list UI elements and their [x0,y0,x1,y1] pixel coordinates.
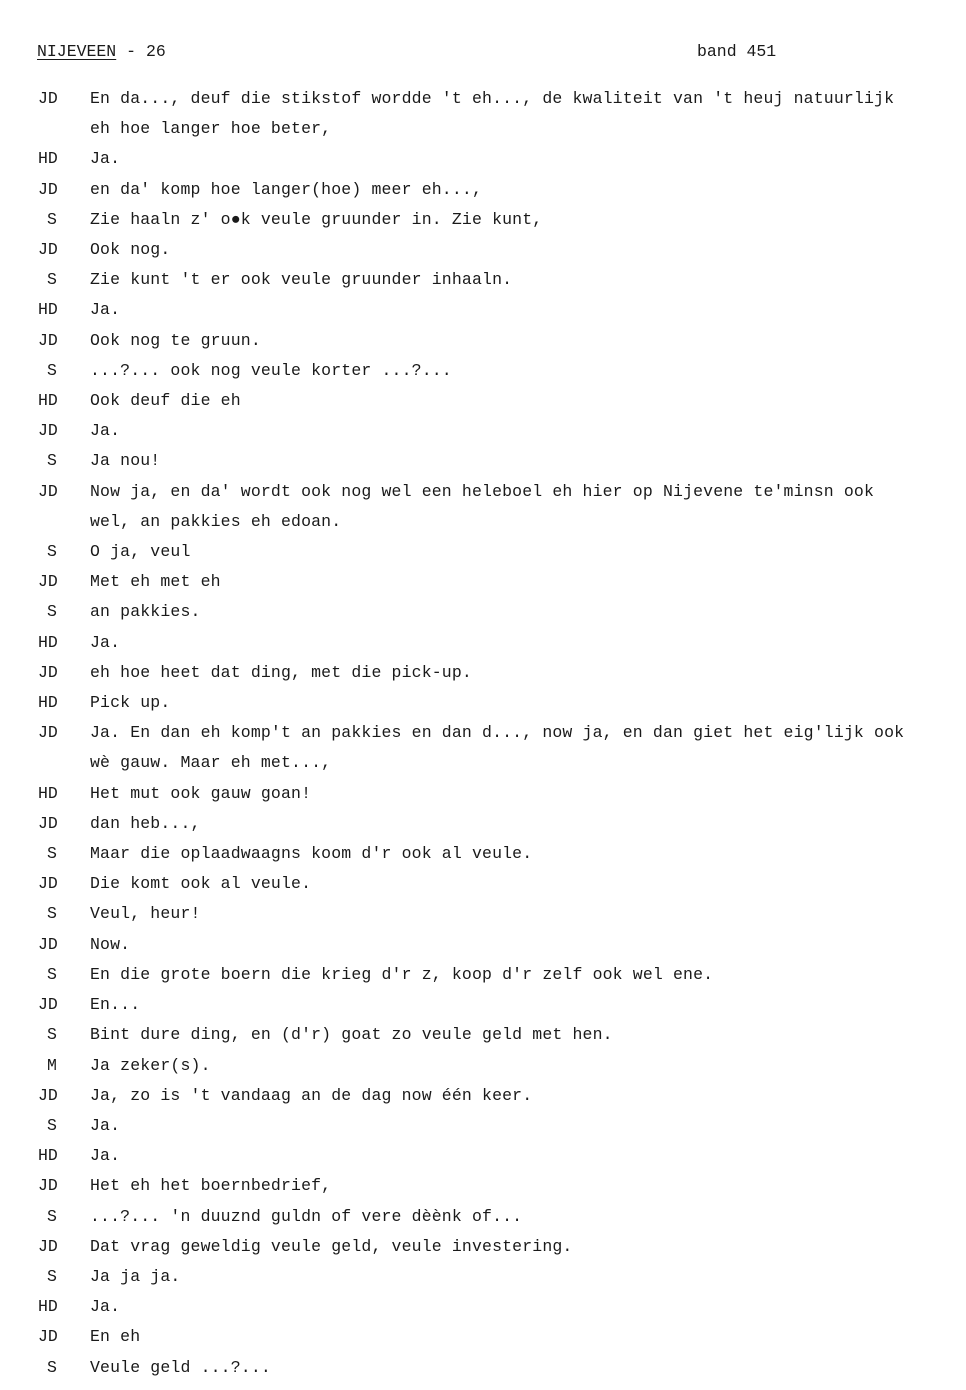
speaker-label: HD [38,300,58,320]
transcript-turn [0,628,966,658]
header-left [37,42,166,61]
utterance-line: Ja. [90,1115,121,1135]
utterance [90,326,956,356]
utterance [90,295,956,325]
utterance-line: Ja. [90,1146,121,1166]
utterance-line: Ook nog. [90,240,171,260]
transcript-turn [0,1232,966,1262]
transcript-turn [0,1020,966,1050]
utterance [90,1322,956,1352]
speaker-label: S [47,270,57,290]
utterance [90,416,956,446]
transcript-turn [0,386,966,416]
speaker-label: JD [38,89,58,108]
speaker-label: HD [38,1146,58,1166]
transcript-turn [0,205,966,235]
transcript-turn [0,84,966,144]
transcript-turn [0,356,966,386]
utterance [90,144,956,174]
transcript-turn [0,1202,966,1232]
utterance [90,265,956,295]
transcript-turn [0,597,966,627]
speaker-label: S [47,209,57,229]
speaker-label: HD [38,693,58,713]
speaker-label: JD [38,1085,58,1105]
utterance [90,718,956,778]
speaker-label: S [47,1266,57,1286]
utterance-line: Dat vrag geweldig veule geld, veule investering. [90,1236,573,1256]
utterance-line: Veule geld ...?... [90,1357,271,1377]
speaker-label: JD [38,240,58,260]
speaker-label: JD [38,1176,58,1196]
speaker-label: S [47,904,57,924]
utterance-line: Ja nou! [90,451,161,471]
utterance-line: Ja. [90,300,121,320]
utterance [90,235,956,265]
speaker-label: S [47,1115,57,1135]
transcript-turn [0,1111,966,1141]
transcript-turn [0,567,966,597]
speaker-label: S [47,602,57,622]
transcript-turn [0,1141,966,1171]
utterance [90,1081,956,1111]
utterance-line: eh hoe langer hoe beter, [90,119,332,139]
utterance-line: En da..., deuf die stikstof wordde 't eh..., de kwaliteit van 't heuj natuurlijk [90,89,895,108]
utterance [90,899,956,929]
speaker-label: S [47,964,57,984]
speaker-label: JD [38,995,58,1015]
utterance-line: Het mut ook gauw goan! [90,783,312,803]
utterance-line: Bint dure ding, en (d'r) goat zo veule geld met hen. [90,1025,613,1045]
utterance [90,1262,956,1292]
transcript-turn [0,1322,966,1352]
transcript-turn [0,416,966,446]
utterance-line: Ja. En dan eh komp't an pakkies en dan d..., now ja, en dan giet het eig'lijk ook [90,723,905,743]
transcript-turn [0,326,966,356]
speaker-label: S [47,1206,57,1226]
speaker-label: JD [38,1236,58,1256]
utterance-line: Pick up. [90,693,171,713]
transcript-turn [0,930,966,960]
speaker-label: HD [38,391,58,411]
speaker-label: JD [38,813,58,833]
tape-label: band 451 [697,42,777,61]
utterance-line: dan heb..., [90,813,201,833]
transcript-turn [0,839,966,869]
utterance [90,628,956,658]
transcript-turn [0,779,966,809]
transcript-turn [0,235,966,265]
speaker-label: JD [38,874,58,894]
speaker-label: JD [38,934,58,954]
utterance [90,960,956,990]
transcript-turn [0,990,966,1020]
transcript-turn [0,899,966,929]
utterance-line: Zie kunt 't er ook veule gruunder inhaaln. [90,270,513,290]
speaker-label: S [47,360,57,380]
speaker-label: S [47,542,57,562]
page-number: 26 [145,42,166,61]
speaker-label: HD [38,632,58,652]
transcript-turn [0,658,966,688]
page-separator: - [116,42,146,61]
speaker-label: HD [38,783,58,803]
speaker-label: S [47,844,57,864]
utterance-line: Ook nog te gruun. [90,330,261,350]
utterance [90,1020,956,1050]
utterance [90,597,956,627]
transcript-turn [0,144,966,174]
utterance-line: ...?... 'n duuznd guldn of vere dèènk of... [90,1206,523,1226]
utterance [90,658,956,688]
utterance-line: Ja. [90,149,121,169]
utterance [90,205,956,235]
utterance-line: Ja. [90,421,121,441]
utterance-line: eh hoe heet dat ding, met die pick-up. [90,662,472,682]
transcript-turn [0,809,966,839]
utterance [90,1171,956,1201]
utterance-line: Ja. [90,632,121,652]
speaker-label: M [47,1055,57,1075]
utterance-line: Zie haaln z' o●k veule gruunder in. Zie kunt, [90,209,543,229]
transcript-turn [0,175,966,205]
utterance-line: wel, an pakkies eh edoan. [90,511,342,531]
utterance-line: En die grote boern die krieg d'r z, koop d'r zelf ook wel ene. [90,964,714,984]
utterance [90,356,956,386]
transcript-turn [0,446,966,476]
utterance [90,809,956,839]
transcript-turn [0,1292,966,1322]
speaker-label: JD [38,1327,58,1347]
utterance-line: an pakkies. [90,602,201,622]
transcript-turn [0,869,966,899]
transcript-turn [0,1171,966,1201]
utterance [90,1141,956,1171]
speaker-label: HD [38,149,58,169]
transcript-turn [0,960,966,990]
utterance-line: Now. [90,934,131,954]
utterance-line: Now ja, en da' wordt ook nog wel een heleboel eh hier op Nijevene te'minsn ook [90,481,875,501]
utterance [90,567,956,597]
transcript-turn [0,1262,966,1292]
transcript-turn [0,718,966,778]
transcript-turn [0,688,966,718]
transcript-turn [0,1081,966,1111]
utterance-line: Met eh met eh [90,572,221,592]
location-title: NIJEVEEN [37,42,117,61]
utterance [90,1202,956,1232]
transcript-turn [0,537,966,567]
speaker-label: S [47,1357,57,1377]
speaker-label: JD [38,421,58,441]
speaker-label: JD [38,662,58,682]
transcript-turn [0,1353,966,1383]
speaker-label: JD [38,481,58,501]
transcript-body [0,84,966,1383]
utterance-line: ...?... ook nog veule korter ...?... [90,360,452,380]
utterance [90,869,956,899]
utterance [90,537,956,567]
utterance-line: Ja, zo is 't vandaag an de dag now één keer. [90,1085,533,1105]
transcript-turn [0,295,966,325]
speaker-label: JD [38,723,58,743]
utterance [90,175,956,205]
speaker-label: JD [38,572,58,592]
utterance-line: Ook deuf die eh [90,391,241,411]
utterance-line: Maar die oplaadwaagns koom d'r ook al veule. [90,844,533,864]
utterance [90,446,956,476]
utterance-line: Ja zeker(s). [90,1055,211,1075]
utterance-line: en da' komp hoe langer(hoe) meer eh..., [90,179,483,199]
utterance [90,1051,956,1081]
speaker-label: JD [38,179,58,199]
utterance-line: Veul, heur! [90,904,201,924]
utterance [90,688,956,718]
transcript-turn [0,1051,966,1081]
utterance [90,1232,956,1262]
utterance [90,386,956,416]
utterance [90,1292,956,1322]
utterance [90,990,956,1020]
utterance [90,839,956,869]
speaker-label: S [47,1025,57,1045]
transcript-turn [0,265,966,295]
utterance [90,779,956,809]
speaker-label: S [47,451,57,471]
utterance [90,930,956,960]
page-header [37,42,937,68]
utterance [90,84,956,144]
utterance-line: Die komt ook al veule. [90,874,312,894]
utterance-line: Het eh het boernbedrief, [90,1176,332,1196]
utterance-line: wè gauw. Maar eh met..., [90,753,332,773]
utterance [90,1353,956,1383]
speaker-label: JD [38,330,58,350]
utterance-line: Ja ja ja. [90,1266,181,1286]
utterance-line: En... [90,995,141,1015]
utterance [90,1111,956,1141]
speaker-label: HD [38,1297,58,1317]
utterance [90,477,956,537]
utterance-line: Ja. [90,1297,121,1317]
transcript-turn [0,477,966,537]
utterance-line: En eh [90,1327,141,1347]
utterance-line: O ja, veul [90,542,191,562]
